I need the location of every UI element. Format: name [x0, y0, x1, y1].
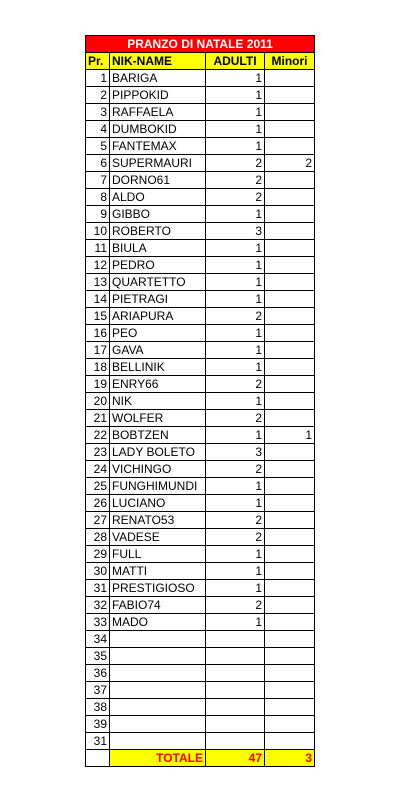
table-row [86, 682, 315, 699]
row-adults: 2 [206, 529, 265, 546]
row-nik-name: WOLFER [110, 410, 206, 427]
table-row [86, 70, 315, 87]
table-row [86, 563, 315, 580]
table-row [86, 87, 315, 104]
row-minors [265, 359, 315, 376]
table-body [86, 70, 315, 750]
row-number: 18 [86, 359, 110, 376]
row-number: 5 [86, 138, 110, 155]
row-adults: 1 [206, 257, 265, 274]
header-row [86, 53, 315, 70]
row-adults: 1 [206, 563, 265, 580]
header-pr: Pr. [86, 53, 110, 70]
row-number: 34 [86, 631, 110, 648]
row-nik-name: LUCIANO [110, 495, 206, 512]
row-nik-name: BIULA [110, 240, 206, 257]
row-adults: 2 [206, 172, 265, 189]
row-number: 24 [86, 461, 110, 478]
row-number: 33 [86, 614, 110, 631]
row-adults: 1 [206, 121, 265, 138]
row-adults: 1 [206, 427, 265, 444]
table-row [86, 189, 315, 206]
row-nik-name: FABIO74 [110, 597, 206, 614]
row-minors [265, 240, 315, 257]
row-adults [206, 631, 265, 648]
row-adults [206, 648, 265, 665]
row-number: 32 [86, 597, 110, 614]
row-number: 22 [86, 427, 110, 444]
row-minors [265, 699, 315, 716]
row-number: 39 [86, 716, 110, 733]
table-row [86, 291, 315, 308]
row-number: 38 [86, 699, 110, 716]
row-nik-name: VADESE [110, 529, 206, 546]
total-minors: 3 [265, 750, 315, 767]
row-number: 37 [86, 682, 110, 699]
row-minors [265, 495, 315, 512]
row-adults: 2 [206, 308, 265, 325]
row-adults: 2 [206, 512, 265, 529]
row-adults: 2 [206, 189, 265, 206]
table-row [86, 359, 315, 376]
row-nik-name: FANTEMAX [110, 138, 206, 155]
row-number: 36 [86, 665, 110, 682]
row-nik-name: MATTI [110, 563, 206, 580]
table-row [86, 172, 315, 189]
table-row [86, 665, 315, 682]
row-adults: 1 [206, 70, 265, 87]
row-number: 30 [86, 563, 110, 580]
table-row [86, 223, 315, 240]
row-adults [206, 665, 265, 682]
row-adults: 3 [206, 444, 265, 461]
row-adults: 3 [206, 223, 265, 240]
table-row [86, 495, 315, 512]
row-nik-name: ENRY66 [110, 376, 206, 393]
sheet-title: PRANZO DI NATALE 2011 [86, 36, 315, 53]
row-adults: 1 [206, 274, 265, 291]
row-nik-name: ROBERTO [110, 223, 206, 240]
row-adults: 2 [206, 376, 265, 393]
table-row [86, 444, 315, 461]
row-number: 3 [86, 104, 110, 121]
row-nik-name: DORNO61 [110, 172, 206, 189]
table-row [86, 529, 315, 546]
row-adults: 1 [206, 342, 265, 359]
row-number: 12 [86, 257, 110, 274]
row-number: 35 [86, 648, 110, 665]
row-minors [265, 546, 315, 563]
row-adults: 1 [206, 138, 265, 155]
row-minors [265, 206, 315, 223]
row-nik-name: PIPPOKID [110, 87, 206, 104]
row-minors [265, 665, 315, 682]
row-minors [265, 631, 315, 648]
row-nik-name: RENATO53 [110, 512, 206, 529]
total-label: TOTALE [110, 750, 206, 767]
row-nik-name: LADY BOLETO [110, 444, 206, 461]
table-row [86, 274, 315, 291]
row-adults [206, 716, 265, 733]
table-row [86, 342, 315, 359]
table-row [86, 614, 315, 631]
table-row [86, 240, 315, 257]
row-minors: 1 [265, 427, 315, 444]
row-nik-name: PRESTIGIOSO [110, 580, 206, 597]
row-adults: 1 [206, 546, 265, 563]
table-row [86, 206, 315, 223]
table-row [86, 257, 315, 274]
row-adults: 1 [206, 206, 265, 223]
table-row [86, 478, 315, 495]
table-row [86, 308, 315, 325]
header-minors: Minori [265, 53, 315, 70]
row-minors [265, 172, 315, 189]
row-number: 10 [86, 223, 110, 240]
header-adults: ADULTI [206, 53, 265, 70]
row-adults: 1 [206, 240, 265, 257]
row-minors [265, 393, 315, 410]
table-row [86, 648, 315, 665]
row-minors [265, 121, 315, 138]
table-row [86, 733, 315, 750]
row-minors [265, 512, 315, 529]
row-minors [265, 682, 315, 699]
row-adults [206, 682, 265, 699]
table-row [86, 138, 315, 155]
table-row [86, 427, 315, 444]
row-nik-name: PEDRO [110, 257, 206, 274]
row-number: 9 [86, 206, 110, 223]
row-nik-name: FUNGHIMUNDI [110, 478, 206, 495]
row-nik-name: MADO [110, 614, 206, 631]
row-adults: 1 [206, 325, 265, 342]
table-row [86, 155, 315, 172]
row-number: 17 [86, 342, 110, 359]
row-nik-name: BELLINIK [110, 359, 206, 376]
row-adults: 2 [206, 597, 265, 614]
row-number: 19 [86, 376, 110, 393]
row-number: 20 [86, 393, 110, 410]
row-minors [265, 614, 315, 631]
row-minors [265, 325, 315, 342]
table-row [86, 512, 315, 529]
row-nik-name [110, 631, 206, 648]
row-nik-name [110, 733, 206, 750]
row-nik-name: DUMBOKID [110, 121, 206, 138]
row-nik-name: BARIGA [110, 70, 206, 87]
row-minors [265, 444, 315, 461]
row-adults: 1 [206, 104, 265, 121]
table-row [86, 461, 315, 478]
row-number: 23 [86, 444, 110, 461]
row-minors [265, 529, 315, 546]
table-row [86, 325, 315, 342]
row-nik-name: GAVA [110, 342, 206, 359]
row-adults: 1 [206, 614, 265, 631]
table-row [86, 716, 315, 733]
table-row [86, 597, 315, 614]
row-number: 8 [86, 189, 110, 206]
row-minors [265, 223, 315, 240]
row-nik-name: BOBTZEN [110, 427, 206, 444]
row-minors [265, 478, 315, 495]
row-nik-name: QUARTETTO [110, 274, 206, 291]
row-minors [265, 376, 315, 393]
row-number: 2 [86, 87, 110, 104]
row-nik-name [110, 648, 206, 665]
row-number: 14 [86, 291, 110, 308]
row-adults: 1 [206, 393, 265, 410]
row-minors [265, 648, 315, 665]
row-minors [265, 291, 315, 308]
table-row [86, 699, 315, 716]
row-nik-name: RAFFAELA [110, 104, 206, 121]
row-minors [265, 257, 315, 274]
row-minors [265, 342, 315, 359]
row-number: 4 [86, 121, 110, 138]
row-minors [265, 716, 315, 733]
row-number: 27 [86, 512, 110, 529]
row-nik-name [110, 682, 206, 699]
row-number: 13 [86, 274, 110, 291]
row-minors [265, 461, 315, 478]
table-row [86, 410, 315, 427]
row-number: 28 [86, 529, 110, 546]
row-minors [265, 410, 315, 427]
row-nik-name [110, 716, 206, 733]
table-row [86, 376, 315, 393]
row-number: 1 [86, 70, 110, 87]
row-adults: 1 [206, 478, 265, 495]
row-minors [265, 274, 315, 291]
row-adults: 2 [206, 461, 265, 478]
row-adults [206, 733, 265, 750]
guest-list-table [85, 35, 315, 767]
row-nik-name: SUPERMAURI [110, 155, 206, 172]
header-nik-name: NIK-NAME [110, 53, 206, 70]
title-row [86, 36, 315, 53]
row-minors [265, 308, 315, 325]
row-minors [265, 138, 315, 155]
row-adults: 1 [206, 495, 265, 512]
total-blank-cell [86, 750, 110, 767]
row-number: 25 [86, 478, 110, 495]
table-row [86, 393, 315, 410]
row-nik-name: FULL [110, 546, 206, 563]
row-number: 26 [86, 495, 110, 512]
row-nik-name: VICHINGO [110, 461, 206, 478]
row-minors [265, 563, 315, 580]
row-minors [265, 104, 315, 121]
row-minors [265, 70, 315, 87]
row-number: 31 [86, 733, 110, 750]
row-nik-name [110, 665, 206, 682]
row-adults: 1 [206, 87, 265, 104]
row-nik-name: GIBBO [110, 206, 206, 223]
row-number: 6 [86, 155, 110, 172]
total-row [86, 750, 315, 767]
row-minors [265, 597, 315, 614]
row-nik-name: PEO [110, 325, 206, 342]
total-adults: 47 [206, 750, 265, 767]
row-nik-name: ALDO [110, 189, 206, 206]
row-number: 7 [86, 172, 110, 189]
row-number: 31 [86, 580, 110, 597]
row-number: 11 [86, 240, 110, 257]
row-number: 21 [86, 410, 110, 427]
row-nik-name: PIETRAGI [110, 291, 206, 308]
row-adults: 1 [206, 580, 265, 597]
row-number: 16 [86, 325, 110, 342]
row-adults: 2 [206, 410, 265, 427]
row-nik-name: ARIAPURA [110, 308, 206, 325]
row-minors [265, 580, 315, 597]
row-minors [265, 733, 315, 750]
table-row [86, 631, 315, 648]
row-nik-name: NIK [110, 393, 206, 410]
row-adults: 2 [206, 155, 265, 172]
row-minors [265, 189, 315, 206]
row-minors [265, 87, 315, 104]
table-row [86, 104, 315, 121]
row-number: 29 [86, 546, 110, 563]
row-minors: 2 [265, 155, 315, 172]
row-adults: 1 [206, 291, 265, 308]
table-row [86, 121, 315, 138]
row-nik-name [110, 699, 206, 716]
row-adults [206, 699, 265, 716]
row-number: 15 [86, 308, 110, 325]
table-row [86, 580, 315, 597]
table-row [86, 546, 315, 563]
row-adults: 1 [206, 359, 265, 376]
